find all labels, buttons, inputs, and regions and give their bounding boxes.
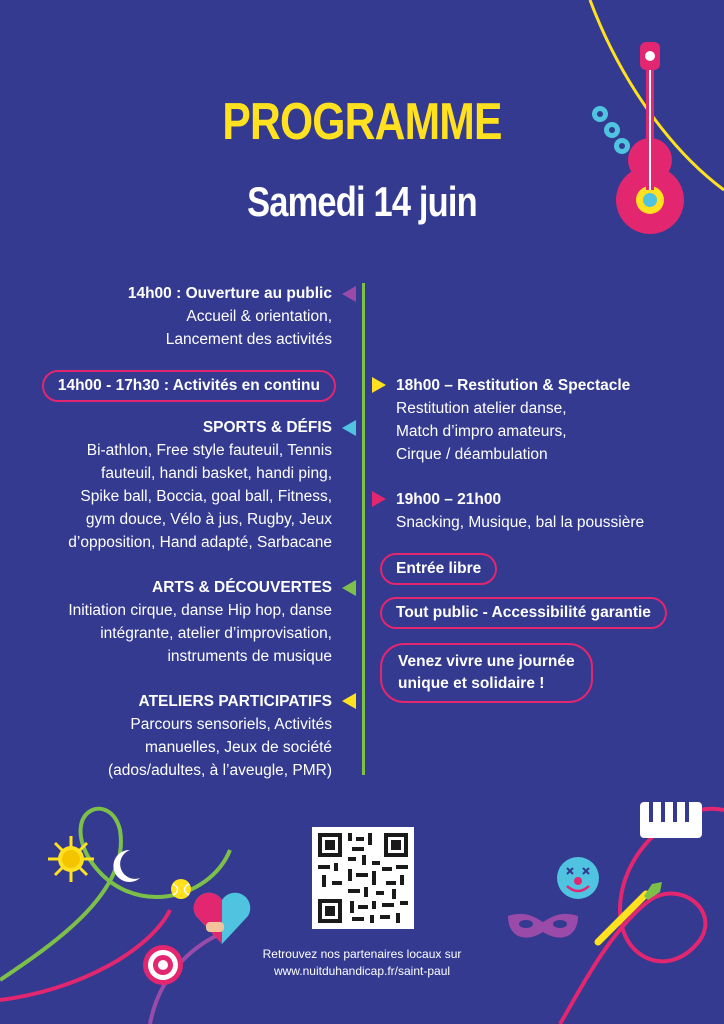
spectacle-line: Cirque / déambulation — [396, 446, 548, 463]
continuous-activities-badge: 14h00 - 17h30 : Activités en continu — [42, 370, 336, 402]
ateliers-line: manuelles, Jeux de société — [145, 739, 332, 756]
opening-block — [128, 282, 332, 351]
spectacle-line: Match d’impro amateurs, — [396, 423, 567, 440]
sports-block — [68, 416, 332, 554]
triangle-marker-icon — [342, 420, 356, 436]
sports-line: fauteuil, handi basket, handi ping, — [101, 465, 332, 482]
mask-icon — [506, 908, 580, 948]
moon-icon — [108, 848, 142, 886]
page-title: PROGRAMME — [222, 93, 502, 151]
evening-heading: 19h00 – 21h00 — [396, 491, 502, 508]
triangle-marker-icon — [342, 286, 356, 302]
sports-line: Spike ball, Boccia, goal ball, Fitness, — [80, 488, 332, 505]
ateliers-line: Parcours sensoriels, Activités — [130, 716, 332, 733]
heart-hands-icon — [192, 890, 252, 946]
triangle-marker-icon — [342, 580, 356, 596]
opening-heading: 14h00 : Ouverture au public — [127, 285, 332, 302]
target-icon — [142, 944, 184, 986]
opening-line: Accueil & orientation, — [186, 308, 332, 325]
triangle-marker-icon — [342, 693, 356, 709]
piano-keys-icon — [640, 802, 702, 838]
ateliers-line: (ados/adultes, à l’aveugle, PMR) — [107, 762, 332, 779]
triangle-marker-icon — [372, 491, 386, 507]
arts-line: instruments de musique — [167, 648, 332, 665]
invite-line: unique et solidaire ! — [398, 675, 545, 692]
spectacle-line: Restitution atelier danse, — [396, 400, 567, 417]
paintbrush-icon — [594, 880, 664, 946]
opening-line: Lancement des activités — [165, 331, 332, 348]
ball-icon — [170, 878, 192, 900]
spectacle-block — [396, 374, 630, 466]
arts-line: intégrante, atelier d’improvisation, — [100, 625, 332, 642]
qr-code — [312, 827, 414, 929]
arts-heading: ARTS & DÉCOUVERTES — [152, 579, 332, 596]
footer-text — [220, 946, 504, 980]
footer-url-link[interactable]: www.nuitduhandicap.fr/saint-paul — [273, 964, 451, 978]
sports-line: Bi-athlon, Free style fauteuil, Tennis — [86, 442, 332, 459]
sports-line: gym douce, Vélo à jus, Rugby, Jeux — [85, 511, 332, 528]
public-badge: Tout public - Accessibilité garantie — [380, 597, 667, 629]
evening-block — [396, 488, 644, 534]
sports-line: d’opposition, Hand adapté, Sarbacane — [68, 534, 332, 551]
spectacle-heading: 18h00 – Restitution & Spectacle — [396, 377, 631, 394]
sun-icon — [48, 836, 94, 882]
evening-line: Snacking, Musique, bal la poussière — [396, 514, 645, 531]
triangle-marker-icon — [372, 377, 386, 393]
sports-heading: SPORTS & DÉFIS — [202, 419, 332, 436]
invite-line: Venez vivre une journée — [398, 653, 575, 670]
invite-badge — [380, 643, 593, 703]
entry-badge: Entrée libre — [380, 553, 497, 585]
ateliers-block — [108, 690, 332, 782]
footer-line: Retrouvez nos partenaires locaux sur — [262, 947, 462, 961]
timeline-divider — [362, 283, 365, 775]
event-date: Samedi 14 juin — [247, 178, 477, 225]
arts-block — [68, 576, 332, 668]
arts-line: Initiation cirque, danse Hip hop, danse — [68, 602, 332, 619]
ateliers-heading: ATELIERS PARTICIPATIFS — [138, 693, 332, 710]
